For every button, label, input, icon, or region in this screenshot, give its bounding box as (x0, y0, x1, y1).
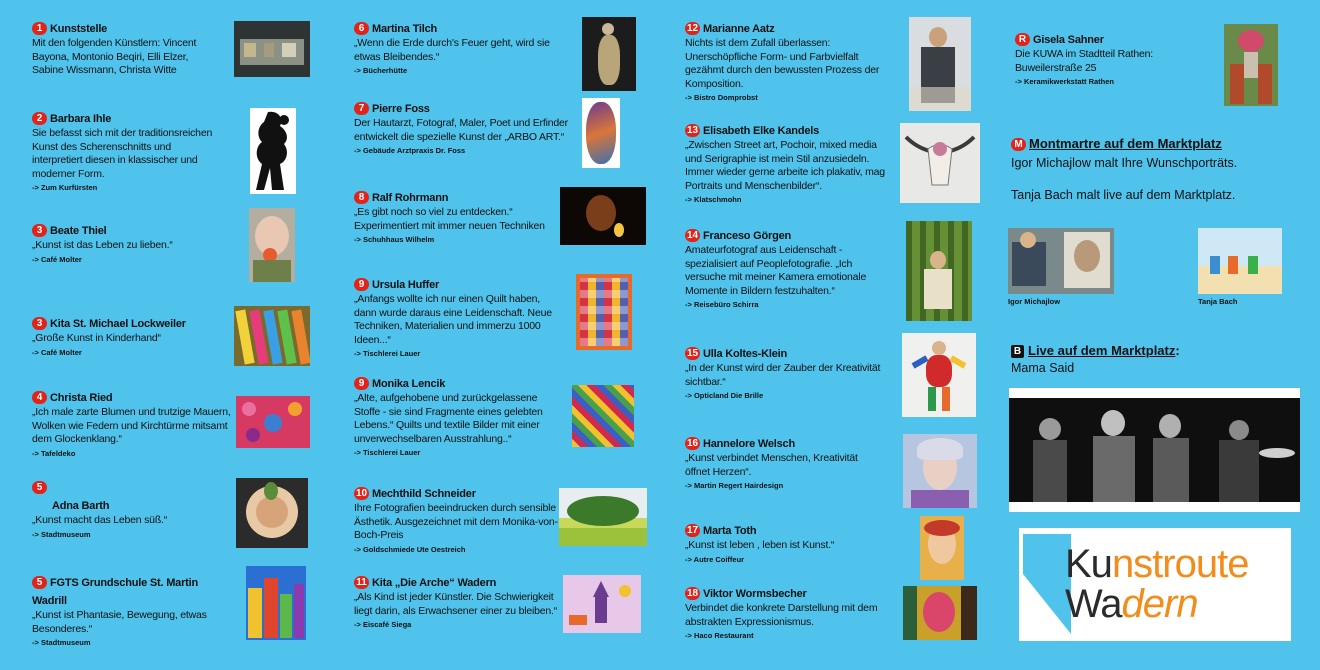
ceramic-bowl-photo (236, 478, 308, 548)
logo-nstroute: nstroute (1111, 542, 1249, 586)
entry-number-badge: 7 (354, 102, 369, 115)
live-section (1011, 342, 1291, 376)
entry-9 (354, 275, 559, 358)
entry-location: -> Klatschmohn (685, 195, 742, 204)
expressionist-painting (903, 586, 977, 640)
entry-location: -> Café Molter (32, 254, 82, 264)
portrait-painting (903, 434, 977, 508)
portrait-painter-photo (1008, 228, 1114, 294)
entry-location: -> Martin Regert Hairdesign (685, 481, 784, 490)
entry-location: -> Haco Restaurant (685, 631, 754, 640)
entry-artist-name: Hannelore Welsch (703, 438, 795, 450)
entry-artist-name: Martina Tilch (372, 23, 438, 35)
figure-sculpture-photo (902, 333, 976, 417)
entry-artist-name: Ulla Koltes-Klein (703, 348, 788, 360)
entry-description: Der Hautarzt, Fotograf, Maler, Poet und Erfinder entwickelt die spezielle Kunst der „ARBO ART.“ (354, 117, 568, 143)
entry-description: „Kunst ist leben , leben ist Kunst.“ (685, 539, 835, 551)
gallery-photo (234, 21, 310, 77)
beach-painting (1198, 228, 1282, 294)
entry-5 (32, 478, 222, 539)
logo-wa: Wa (1065, 582, 1122, 626)
entry-3b (32, 314, 227, 357)
entry-description: „Ich male zarte Blumen und trutzige Mauern, Wolken wie Federn und Kirchtürme mitsamt dem Glockenklang.“ (32, 406, 231, 445)
entry-number-badge: 12 (686, 23, 699, 34)
entry-number-badge: 14 (686, 230, 699, 241)
entry-artist-name: Kunststelle (50, 23, 108, 35)
sculpture-photo (582, 17, 636, 91)
landscape-photo (559, 488, 647, 546)
entry-description: „Als Kind ist jeder Künstler. Die Schwierigkeit liegt darin, als Erwachsener einer zu bleiben.“ (354, 591, 558, 617)
entry-1 (32, 19, 217, 78)
entry-number-badge: 8 (354, 191, 369, 204)
entry-number-badge: 2 (32, 112, 47, 125)
silhouette-artwork (250, 108, 296, 194)
entry-number-badge: 3 (32, 317, 47, 330)
face-painting (920, 516, 964, 580)
entry-artist-name: Pierre Foss (372, 103, 430, 115)
logo-blue-shape (1023, 534, 1071, 634)
entry-2 (32, 109, 217, 192)
children-artwork (234, 306, 310, 366)
entry-artist-name: Mechthild Schneider (372, 488, 476, 500)
entry-artist-name: Elisabeth Elke Kandels (703, 125, 820, 137)
entry-number-badge: 1 (32, 22, 47, 35)
entry-number-badge: 6 (354, 22, 369, 35)
forest-portrait-photo (906, 221, 972, 321)
entry-description: „Alte, aufgehobene und zurückgelassene Stoffe - sie sind Fragmente eines gelebten Lebens.“ Quilts und textile Bilder mit einer unverwechselbaren Ausstrahlung..“ (354, 392, 543, 445)
live-title-colon: : (1175, 343, 1180, 358)
entry-14 (685, 226, 885, 309)
entry-artist-name: Ursula Huffer (372, 279, 440, 291)
entry-number-badge: 9 (354, 278, 369, 291)
entry-number-badge: 16 (686, 438, 699, 449)
entry-description: „Kunst macht das Leben süß.“ (32, 514, 168, 526)
entry-artist-name: Beate Thiel (50, 225, 107, 237)
woman-painting (909, 17, 971, 111)
entry-artist-name: Viktor Wormsbecher (703, 588, 807, 600)
entry-location: -> Tischlerei Lauer (354, 448, 421, 457)
entry-number-badge: 4 (32, 391, 47, 404)
entry-artist-name: Adna Barth (52, 500, 110, 512)
entry-location: -> Autre Coiffeur (685, 554, 745, 564)
live-band-name: Mama Said (1011, 361, 1075, 375)
entry-15 (685, 344, 885, 400)
entry-17 (685, 521, 885, 564)
entry-description: Sie befasst sich mit der traditionsreichen Kunst des Scherenschnitts und interpretiert diesen in klassischer und moderner Form. (32, 127, 213, 180)
entry-location: -> Zum Kurfürsten (32, 183, 98, 192)
entry-number-badge: 5 (32, 576, 47, 589)
entry-10 (354, 484, 559, 554)
quilt-photo (576, 274, 632, 350)
entry-description: Amateurfotograf aus Leidenschaft - spezialisiert auf Peoplefotografie. „Ich versuche mit meiner Kamera emotionale Momente in Bildern festzuhalten.“ (685, 244, 867, 297)
entry-location: -> Reisebüro Schirra (685, 300, 759, 309)
entry-description: „Wenn die Erde durch's Feuer geht, wird sie etwas Bleibendes.“ (354, 37, 550, 63)
entry-artist-name: Monika Lencik (372, 378, 446, 390)
live-title: Live auf dem Marktplatz (1028, 343, 1176, 358)
skull-artwork (900, 123, 980, 203)
entry-location: -> Café Molter (32, 347, 82, 357)
child-drawing (563, 575, 641, 633)
textile-artwork (572, 385, 634, 447)
flowers-painting (236, 396, 310, 448)
montmartre-title: Montmartre auf dem Marktplatz (1029, 136, 1222, 151)
entry-description: „Es gibt noch so viel zu entdecken.“ Experimentiert mit immer neuen Techniken (354, 206, 545, 232)
montmartre-section (1011, 135, 1291, 203)
logo-dern: dern (1121, 582, 1198, 626)
candlelight-portrait (560, 187, 646, 245)
entry-description: „Kunst verbindet Menschen, Kreativität öffnet Herzen“. (685, 452, 858, 478)
entry-number-badge: 13 (686, 125, 699, 136)
entry-description: „Kunst ist das Leben zu lieben.“ (32, 239, 173, 251)
logo-ku: Ku (1065, 542, 1112, 586)
entry-9b (354, 374, 559, 457)
entry-location: -> Opticland Die Brille (685, 391, 764, 400)
entry-location: -> Gebäude Arztpraxis Dr. Foss (354, 146, 466, 155)
entry-description: Verbindet die konkrete Darstellung mit dem abstrakten Expressionismus. (685, 602, 878, 628)
entry-location: -> Schuhhaus Wilhelm (354, 235, 435, 244)
entry-number-badge: 5 (32, 481, 47, 494)
entry-location: -> Bücherhütte (354, 66, 408, 75)
logo-line-1 (1065, 542, 1248, 586)
caption-igor: Igor Michajlow (1008, 297, 1061, 306)
entry-number-badge: 17 (686, 525, 699, 536)
entry-location: -> Goldschmiede Ute Oestreich (354, 544, 466, 554)
entry-description: „In der Kunst wird der Zauber der Kreativität sichtbar.“ (685, 362, 881, 388)
entry-number-badge: 10 (355, 488, 368, 499)
entry-4 (32, 388, 232, 458)
entry-artist-name: Gisela Sahner (1033, 34, 1104, 46)
entry-description: „Anfangs wollte ich nur einen Quilt haben, dann wurde daraus eine Leidenschaft. Neue Techniken, Materialien und immerzu 1000 Ideen...“ (354, 293, 552, 346)
entry-6 (354, 19, 559, 75)
entry-description: Ihre Fotografien beeindrucken durch sensible Ästhetik. Ausgezeichnet mit dem Monika-von-Boch-Preis (354, 502, 558, 541)
entry-number-badge: 3 (32, 224, 47, 237)
montmartre-line-2: Tanja Bach malt live auf dem Marktplatz. (1011, 188, 1236, 202)
band-photo (1009, 388, 1300, 512)
entry-description: „Zwischen Street art, Pochoir, mixed media und Serigraphie ist mein Stil anzusiedeln. Immer wieder gerne arbeite ich plakativ, mag Portraits und Menschenbilder“. (685, 139, 885, 192)
entry-description: Nichts ist dem Zufall überlassen: Unerschöpfliche Form- und Farbvielfalt gezähmt durch den bewussten Prozess der Komposition. (685, 37, 880, 90)
entry-artist-name: Marta Toth (703, 525, 757, 537)
entry-artist-name: Ralf Rohrmann (372, 192, 449, 204)
entry-12 (685, 19, 885, 102)
ceramic-garden-photo (1224, 24, 1278, 106)
entry-location: -> Eiscafé Siega (354, 620, 412, 629)
entry-location: -> Tischlerei Lauer (354, 349, 421, 358)
entry-artist-name: Kita St. Michael Lockweiler (50, 318, 186, 330)
entry-3 (32, 221, 217, 264)
entry-artist-name: Marianne Aatz (703, 23, 775, 35)
houses-painting (246, 566, 306, 640)
entry-13 (685, 121, 890, 204)
entry-artist-name: Barbara Ihle (50, 113, 112, 125)
montmartre-line-1: Igor Michajlow malt Ihre Wunschporträts. (1011, 156, 1238, 170)
entry-R (1015, 30, 1215, 86)
entry-description: „Kunst ist Phantasie, Bewegung, etwas Besonderes.“ (32, 609, 207, 635)
entry-number-badge: 18 (686, 588, 699, 599)
entry-8 (354, 188, 554, 244)
entry-description: „Große Kunst in Kinderhand“ (32, 332, 161, 344)
entry-16 (685, 434, 885, 490)
entry-location: -> Keramikwerkstatt Rathen (1015, 77, 1114, 86)
entry-artist-name: Christa Ried (50, 392, 113, 404)
logo-line-2 (1065, 582, 1198, 626)
caption-tanja: Tanja Bach (1198, 297, 1238, 306)
entry-number-badge: 15 (686, 348, 699, 359)
entry-description: Die KUWA im Stadtteil Rathen: Buweilerstraße 25 (1015, 48, 1153, 74)
montmartre-badge: M (1011, 138, 1026, 151)
entry-location: -> Bistro Domprobst (685, 93, 758, 102)
arbo-art-photo (582, 98, 620, 168)
entry-location: -> Tafeldeko (32, 448, 76, 458)
entry-artist-name: Kita „Die Arche“ Wadern (372, 577, 497, 589)
entry-5b (32, 573, 232, 647)
entry-18 (685, 584, 885, 640)
entry-7 (354, 99, 569, 155)
entry-number-badge: 11 (354, 576, 369, 589)
entry-artist-name: Franceso Görgen (703, 230, 792, 242)
entry-number-badge: R (1015, 33, 1030, 46)
entry-number-badge: 9 (354, 377, 369, 390)
entry-11 (354, 573, 559, 629)
entry-artist-name: FGTS Grundschule St. Martin Wadrill (32, 577, 198, 607)
kunstroute-logo (1019, 528, 1291, 641)
entry-description: Mit den folgenden Künstlern: Vincent Bayona, Montonio Beqiri, Elli Elzer, Sabine Wissmann, Christa Witte (32, 37, 197, 76)
entry-location: -> Stadtmuseum (32, 529, 91, 539)
live-badge: B (1011, 345, 1024, 358)
entry-location: -> Stadtmuseum (32, 638, 91, 647)
doll-artwork (249, 208, 295, 282)
